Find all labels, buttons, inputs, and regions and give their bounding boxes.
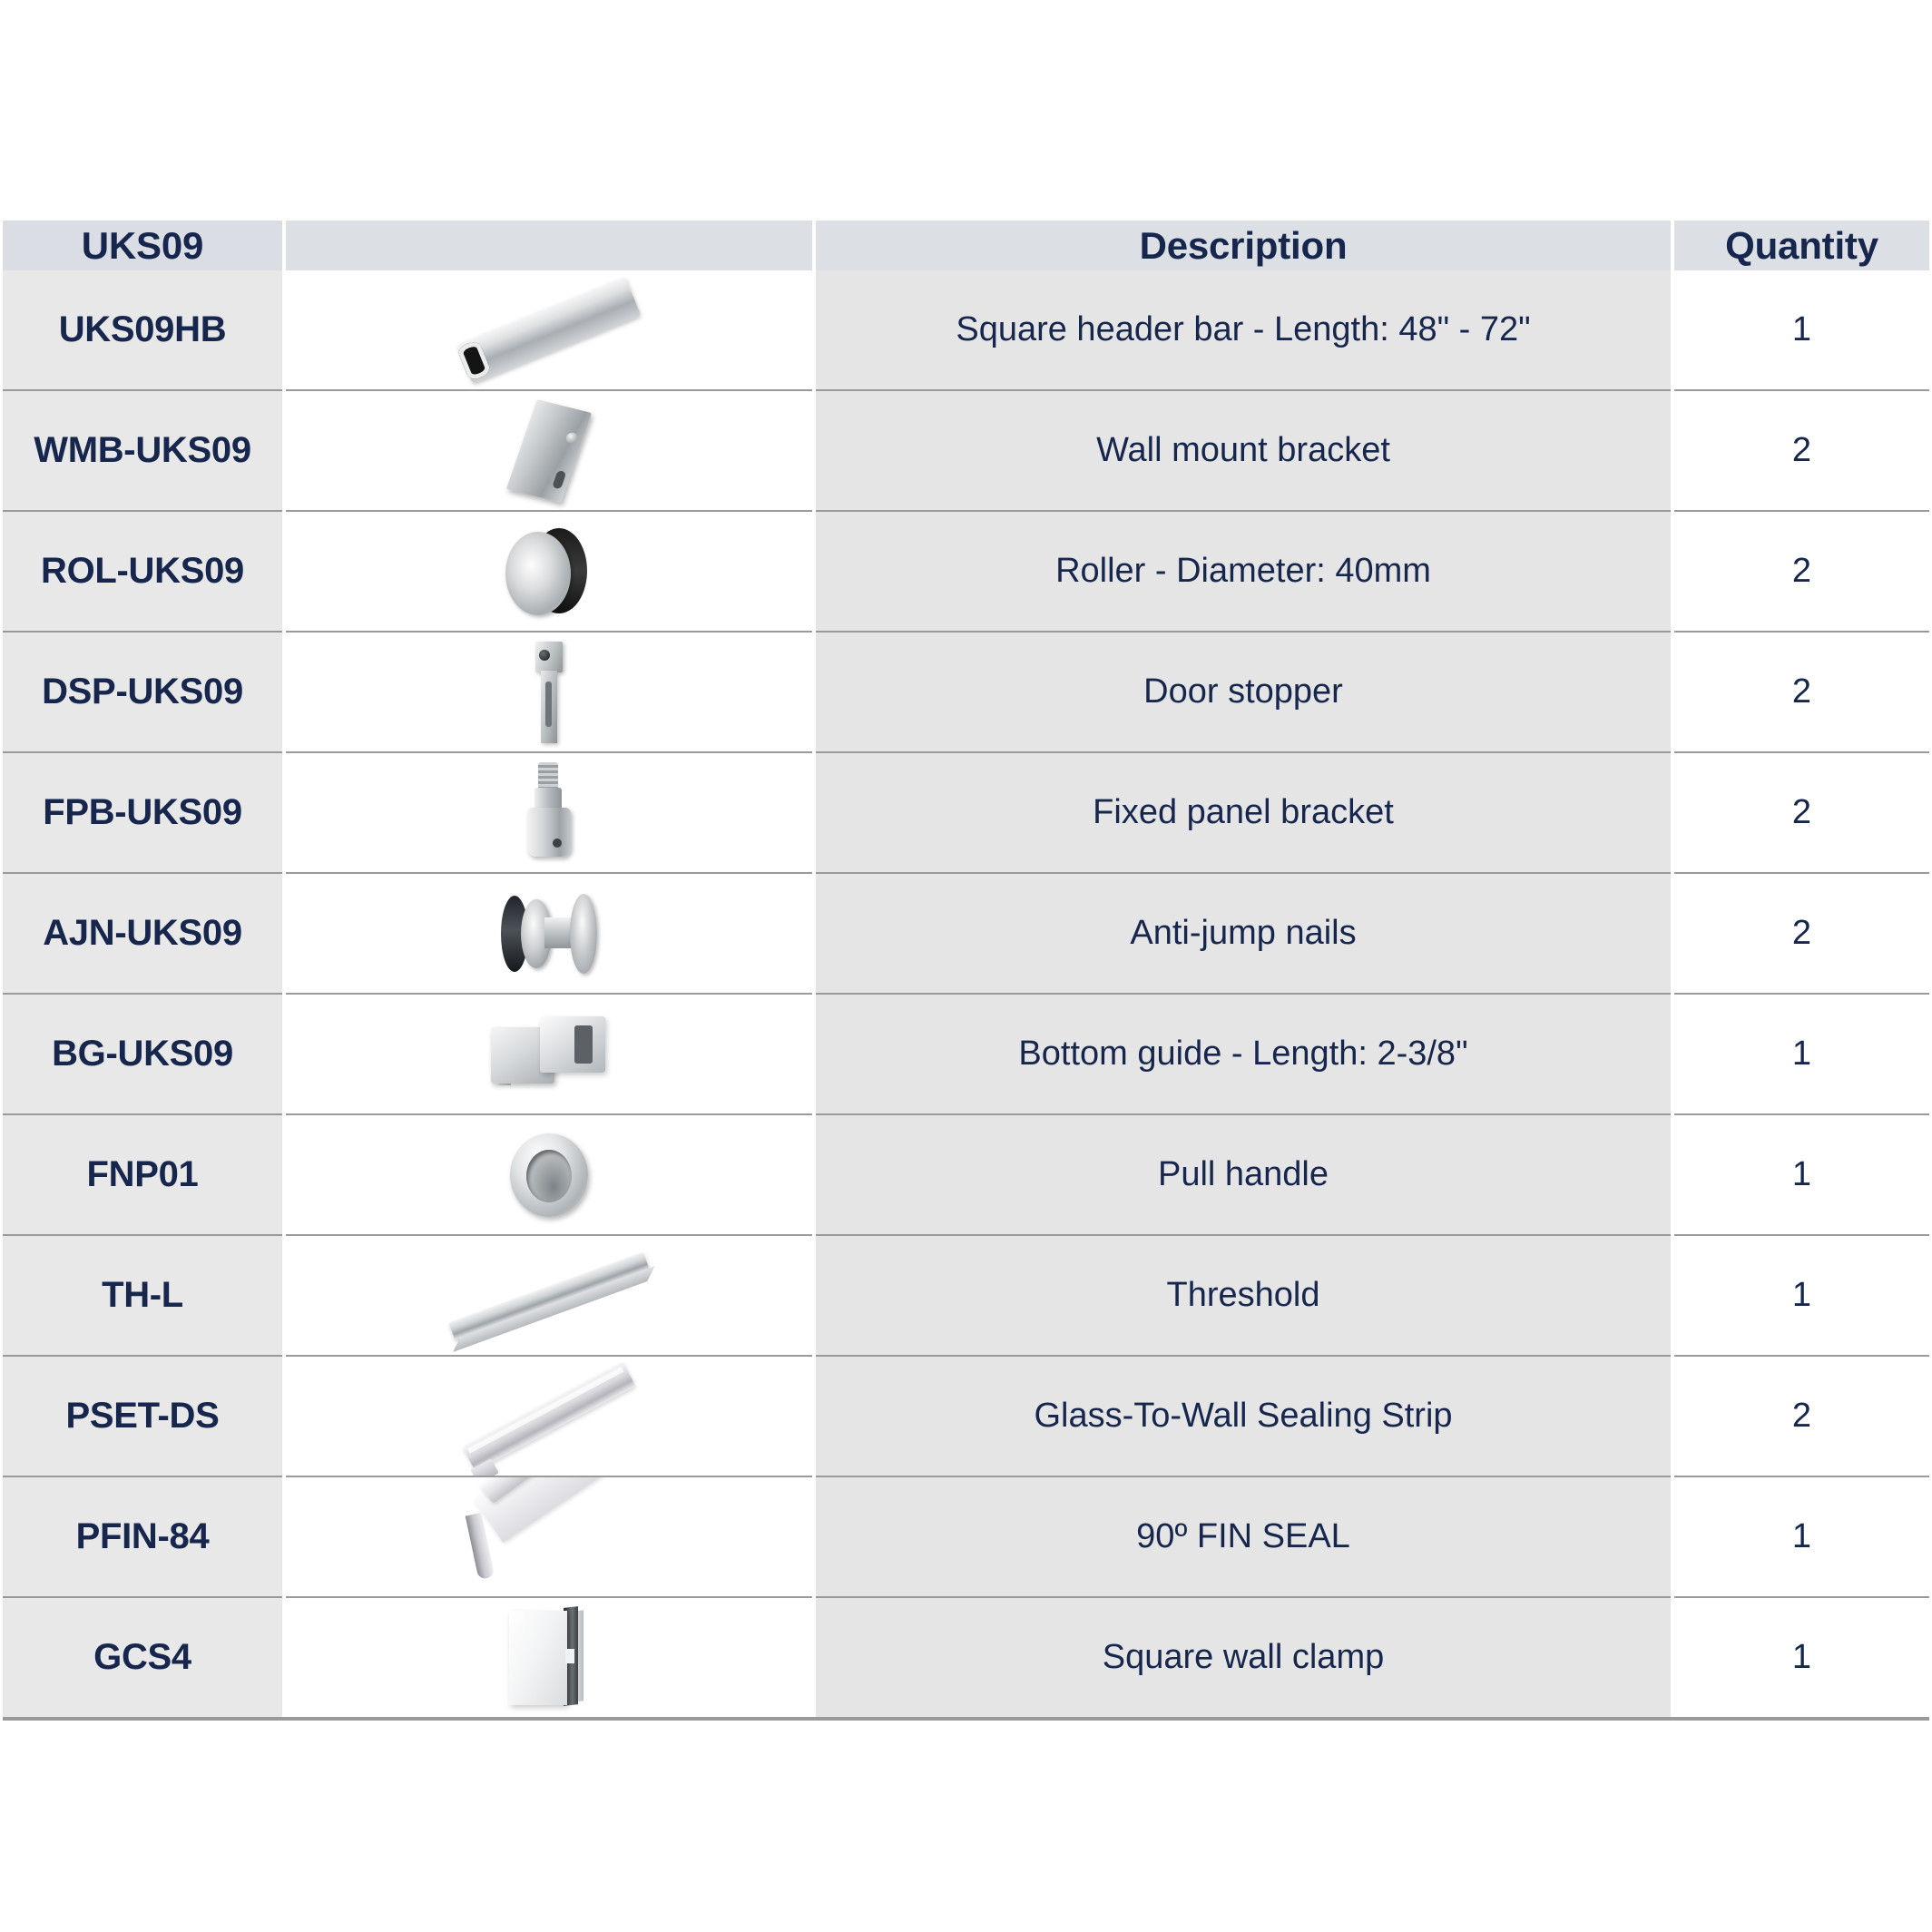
part-quantity-cell: 1 — [1672, 1597, 1929, 1719]
table-row — [3, 270, 1929, 390]
part-image-cell — [284, 873, 814, 994]
part-code-cell: AJN-UKS09 — [3, 873, 284, 994]
part-code-cell: BG-UKS09 — [3, 994, 284, 1114]
part-description-cell: Anti-jump nails — [814, 873, 1672, 994]
part-description-cell: 90º FIN SEAL — [814, 1476, 1672, 1597]
table-row — [3, 1356, 1929, 1476]
part-description-cell: Square header bar - Length: 48" - 72" — [814, 270, 1672, 390]
part-quantity-cell: 2 — [1672, 511, 1929, 632]
part-image-cell — [284, 1356, 814, 1476]
table-header — [3, 221, 1929, 270]
roller-image — [286, 512, 812, 631]
part-image-cell — [284, 752, 814, 873]
table-body — [3, 270, 1929, 1719]
part-description-cell: Pull handle — [814, 1114, 1672, 1235]
part-quantity-cell: 2 — [1672, 752, 1929, 873]
table-row — [3, 994, 1929, 1114]
part-code-cell: TH-L — [3, 1235, 284, 1356]
bottom-guide-image — [286, 995, 812, 1113]
part-description-cell: Door stopper — [814, 632, 1672, 752]
fixed-panel-bracket-image — [286, 753, 812, 872]
part-description-cell: Square wall clamp — [814, 1597, 1672, 1719]
column-header-code: UKS09 — [3, 221, 284, 270]
column-header-image — [284, 221, 814, 270]
part-quantity-cell: 1 — [1672, 1114, 1929, 1235]
table-row — [3, 1476, 1929, 1597]
table-row — [3, 1235, 1929, 1356]
square-header-bar-image — [286, 270, 812, 389]
part-image-cell — [284, 270, 814, 390]
column-header-description: Description — [814, 221, 1672, 270]
part-quantity-cell: 2 — [1672, 390, 1929, 511]
part-code-cell: GCS4 — [3, 1597, 284, 1719]
part-quantity-cell: 1 — [1672, 1476, 1929, 1597]
part-image-cell — [284, 511, 814, 632]
table-row — [3, 390, 1929, 511]
part-image-cell — [284, 390, 814, 511]
table-row — [3, 1114, 1929, 1235]
table-row — [3, 752, 1929, 873]
part-image-cell — [284, 1597, 814, 1719]
part-image-cell — [284, 1114, 814, 1235]
part-quantity-cell: 2 — [1672, 1356, 1929, 1476]
part-code-cell: FNP01 — [3, 1114, 284, 1235]
part-quantity-cell: 2 — [1672, 873, 1929, 994]
table-row — [3, 873, 1929, 994]
part-image-cell — [284, 994, 814, 1114]
part-description-cell: Roller - Diameter: 40mm — [814, 511, 1672, 632]
pull-handle-image — [286, 1115, 812, 1234]
wall-mount-bracket-image — [286, 391, 812, 510]
part-description-cell: Bottom guide - Length: 2-3/8" — [814, 994, 1672, 1114]
table-row — [3, 1597, 1929, 1719]
threshold-image — [286, 1236, 812, 1355]
table-row — [3, 511, 1929, 632]
part-quantity-cell: 1 — [1672, 994, 1929, 1114]
part-quantity-cell: 1 — [1672, 270, 1929, 390]
part-code-cell: WMB-UKS09 — [3, 390, 284, 511]
fin-seal-image — [286, 1477, 812, 1596]
part-description-cell: Wall mount bracket — [814, 390, 1672, 511]
part-code-cell: PSET-DS — [3, 1356, 284, 1476]
part-image-cell — [284, 1235, 814, 1356]
column-header-quantity: Quantity — [1672, 221, 1929, 270]
table-row — [3, 632, 1929, 752]
part-description-cell: Threshold — [814, 1235, 1672, 1356]
part-code-cell: DSP-UKS09 — [3, 632, 284, 752]
anti-jump-nails-image — [286, 874, 812, 993]
square-wall-clamp-image — [286, 1598, 812, 1717]
part-description-cell: Fixed panel bracket — [814, 752, 1672, 873]
part-image-cell — [284, 1476, 814, 1597]
sealing-strip-image — [286, 1357, 812, 1476]
part-code-cell: ROL-UKS09 — [3, 511, 284, 632]
door-stopper-image — [286, 633, 812, 751]
parts-list-table — [3, 221, 1929, 1721]
part-image-cell — [284, 632, 814, 752]
part-quantity-cell: 1 — [1672, 1235, 1929, 1356]
part-code-cell: UKS09HB — [3, 270, 284, 390]
part-code-cell: PFIN-84 — [3, 1476, 284, 1597]
part-code-cell: FPB-UKS09 — [3, 752, 284, 873]
part-description-cell: Glass-To-Wall Sealing Strip — [814, 1356, 1672, 1476]
header-row — [3, 221, 1929, 270]
part-quantity-cell: 2 — [1672, 632, 1929, 752]
